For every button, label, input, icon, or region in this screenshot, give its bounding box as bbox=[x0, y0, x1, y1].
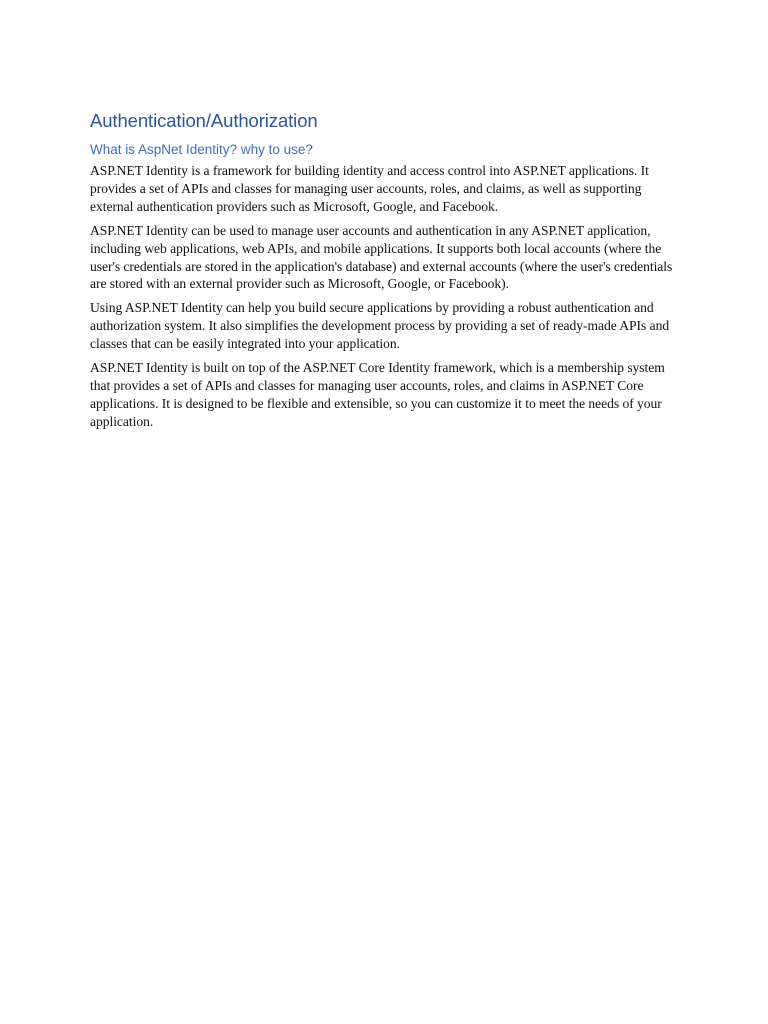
document-content bbox=[90, 108, 682, 437]
paragraph-intro: ASP.NET Identity is a framework for building identity and access control into ASP.NET applications. It provides a set of APIs and classes for managing user accounts, roles, and claims, as well as supporting external authentication providers such as Microsoft, Google, and Facebook. bbox=[90, 163, 649, 214]
document-subtitle: What is AspNet Identity? why to use? bbox=[90, 142, 313, 157]
paragraph-usage: ASP.NET Identity can be used to manage user accounts and authentication in any ASP.NET application, including web applications, web APIs, and mobile applications. It supports both local accounts (where the user's credentials are stored in the application's database) and external accounts (where the user's credentials are stored with an external provider such as Microsoft, Google, or Facebook). bbox=[90, 222, 673, 292]
paragraph-benefits: Using ASP.NET Identity can help you build secure applications by providing a robust authentication and authorization system. It also simplifies the development process by providing a set of ready-made APIs and classes that can be easily integrated into your application. bbox=[90, 300, 670, 352]
paragraph-core-identity: ASP.NET Identity is built on top of the ASP.NET Core Identity framework, which is a membership system that provides a set of APIs and classes for managing user accounts, roles, and claims in ASP.NET Core applications. It is designed to be flexible and extensible, so you can customize it to meet the needs of your application. bbox=[90, 360, 665, 429]
document-title: Authentication/Authorization bbox=[90, 110, 318, 131]
